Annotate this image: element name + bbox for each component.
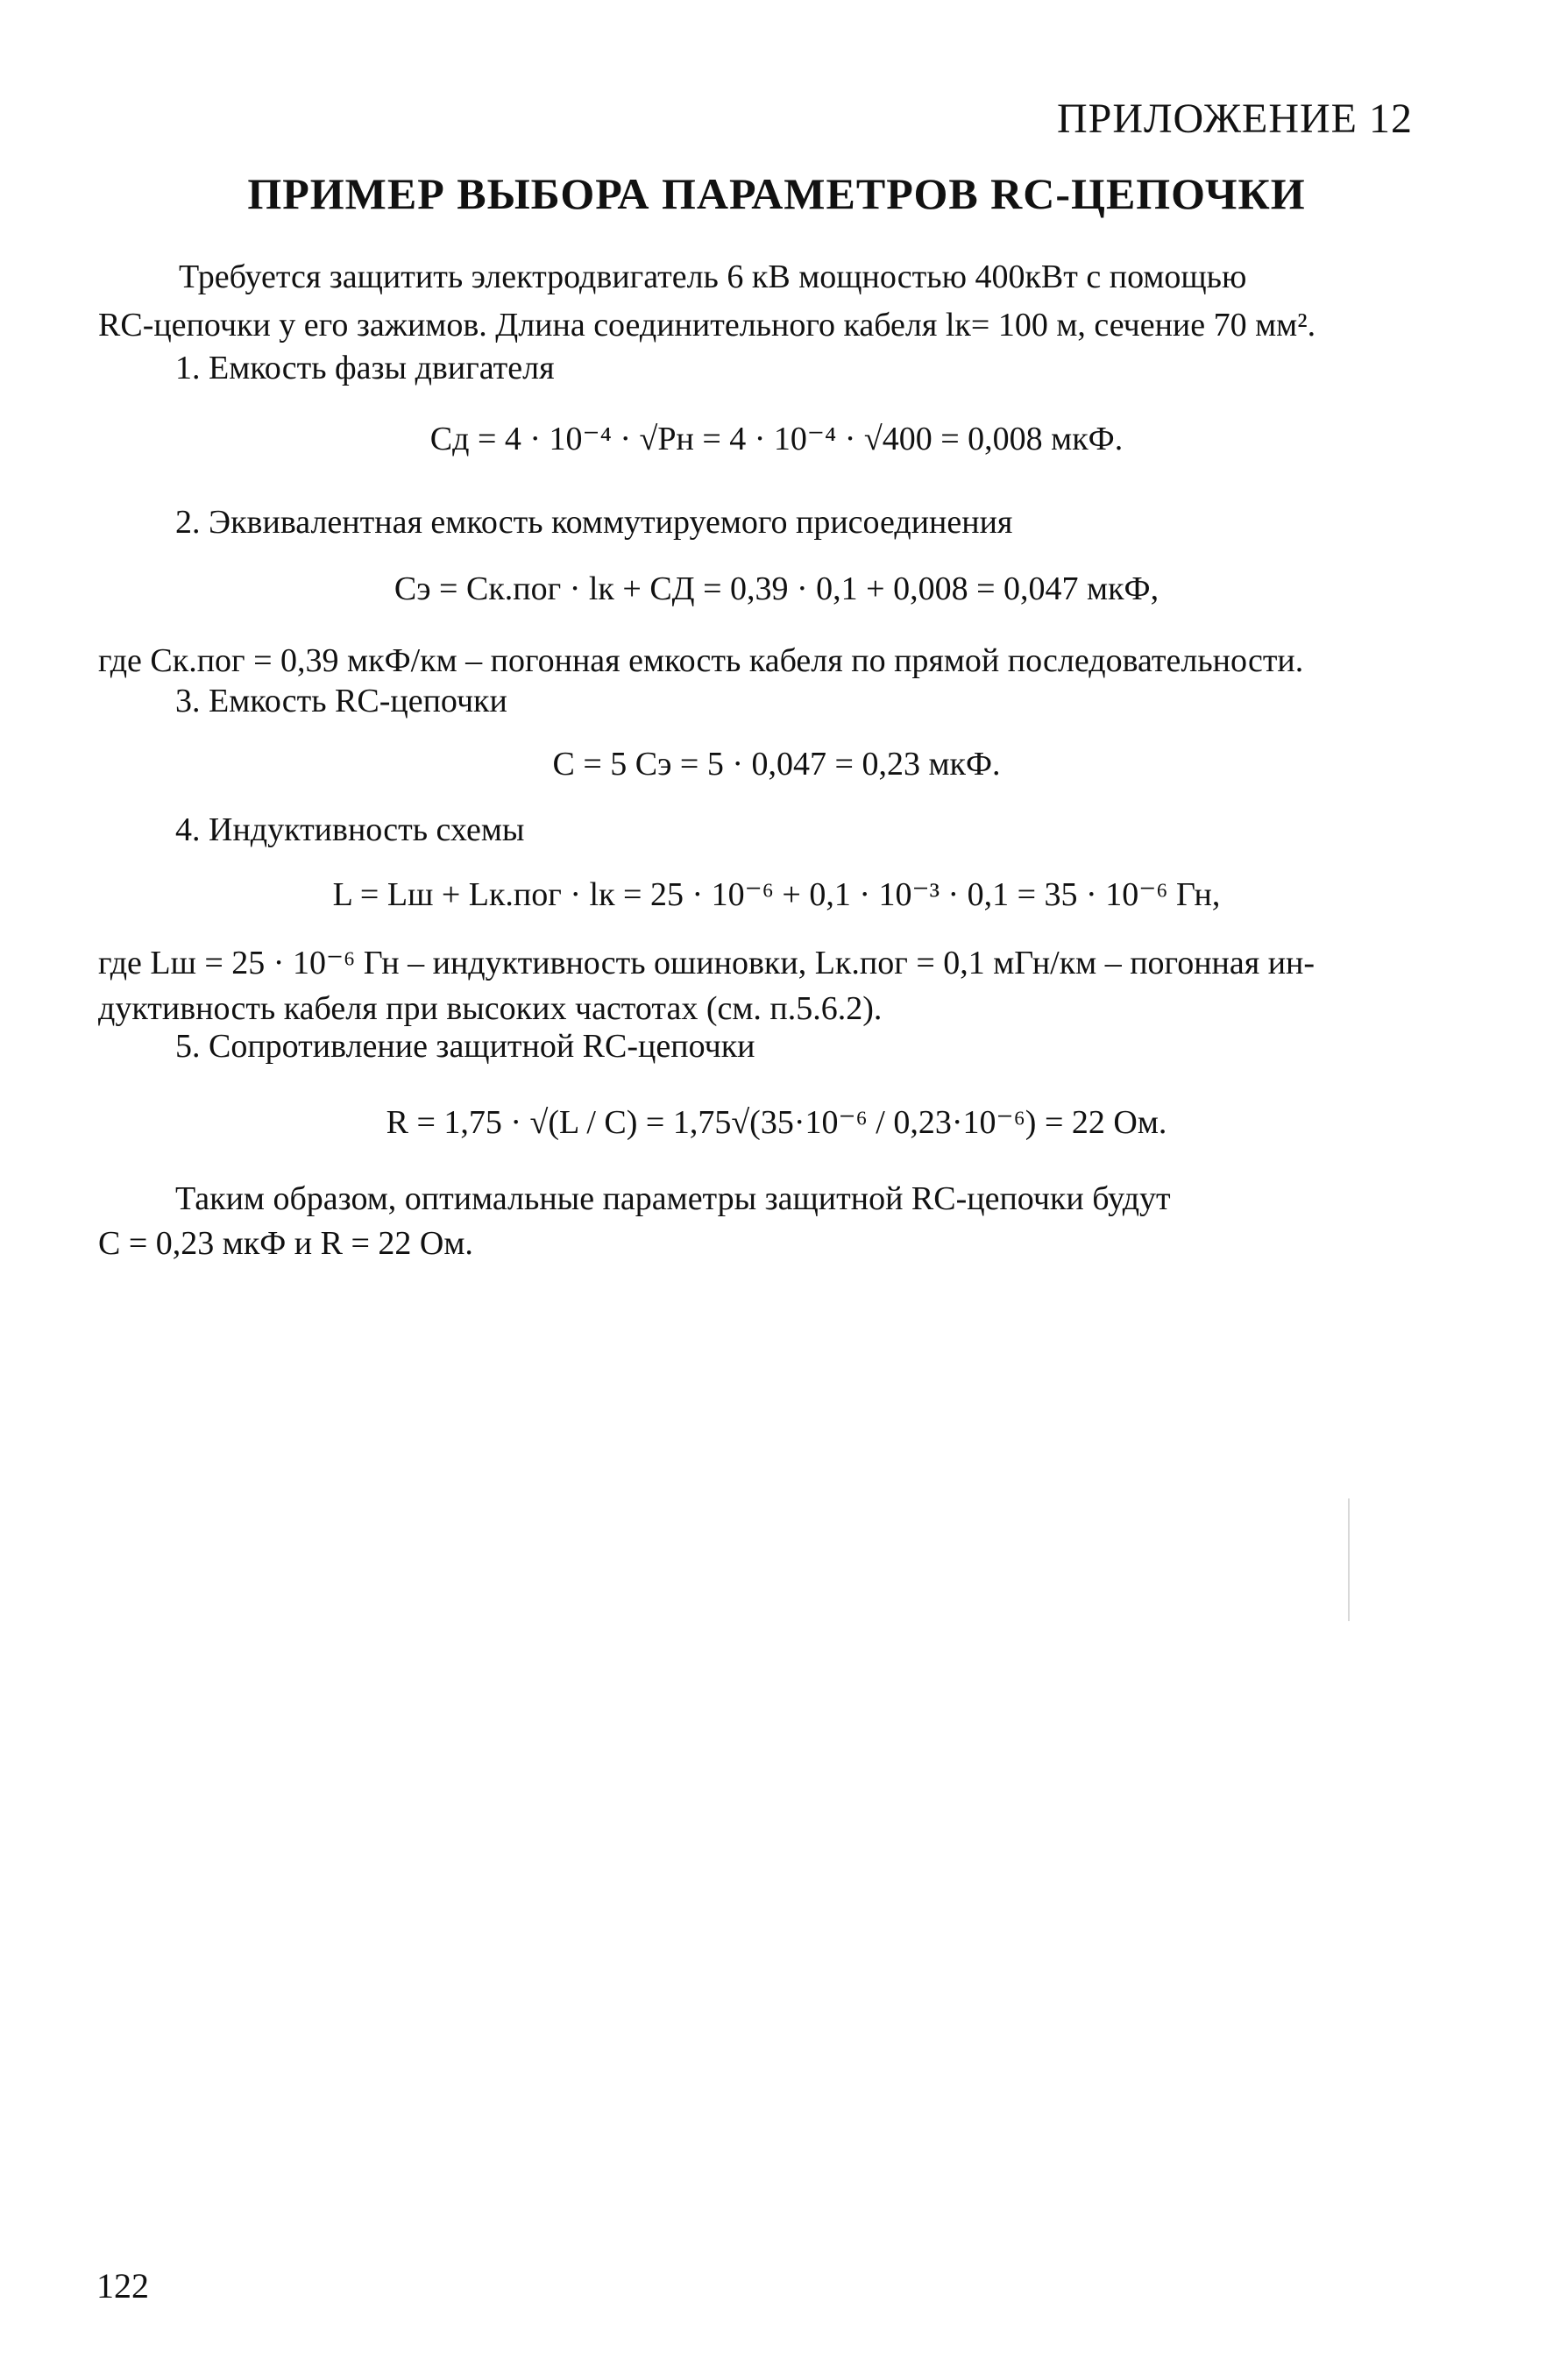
intro-line-1: Требуется защитить электродвигатель 6 кВ мощностью 400кВт с помощью bbox=[179, 259, 1247, 295]
intro-line-2: RC-цепочки у его зажимов. Длина соединительного кабеля lк= 100 м, сечение 70 мм². bbox=[98, 307, 1316, 344]
step-5-heading: 5. Сопротивление защитной RC-цепочки bbox=[175, 1028, 755, 1065]
page-title: ПРИМЕР ВЫБОРА ПАРАМЕТРОВ RC-ЦЕПОЧКИ bbox=[247, 169, 1306, 218]
appendix-label: ПРИЛОЖЕНИЕ 12 bbox=[1056, 96, 1413, 142]
step-4-formula: L = Lш + Lк.пог · lк = 25 · 10⁻⁶ + 0,1 · 10⁻³ · 0,1 = 35 · 10⁻⁶ Гн, bbox=[332, 876, 1221, 913]
scan-artifact-line bbox=[1348, 1498, 1350, 1621]
conclusion-line-2: C = 0,23 мкФ и R = 22 Ом. bbox=[98, 1225, 473, 1262]
step-4-note-line-1: где Lш = 25 · 10⁻⁶ Гн – индуктивность ошиновки, Lк.пог = 0,1 мГн/км – погонная ин- bbox=[98, 945, 1315, 981]
step-4-heading: 4. Индуктивность схемы bbox=[175, 811, 525, 848]
step-5-formula: R = 1,75 · √(L / C) = 1,75√(35·10⁻⁶ / 0,23·10⁻⁶) = 22 Ом. bbox=[386, 1104, 1167, 1141]
conclusion-line-1: Таким образом, оптимальные параметры защитной RC-цепочки будут bbox=[175, 1180, 1171, 1217]
step-4-note-line-2: дуктивность кабеля при высоких частотах (см. п.5.6.2). bbox=[98, 990, 883, 1027]
page-number: 122 bbox=[96, 2266, 149, 2306]
step-2-note: где Cк.пог = 0,39 мкФ/км – погонная емкость кабеля по прямой последовательности. bbox=[98, 642, 1304, 679]
step-3-formula: C = 5 Cэ = 5 · 0,047 = 0,23 мкФ. bbox=[552, 746, 1001, 783]
step-1-formula: Cд = 4 · 10⁻⁴ · √Pн = 4 · 10⁻⁴ · √400 = 0,008 мкФ. bbox=[429, 421, 1124, 457]
step-2-heading: 2. Эквивалентная емкость коммутируемого присоединения bbox=[175, 504, 1013, 541]
step-2-formula: Cэ = Cк.пог · lк + CД = 0,39 · 0,1 + 0,008 = 0,047 мкФ, bbox=[394, 570, 1159, 607]
step-3-heading: 3. Емкость RC-цепочки bbox=[175, 683, 507, 719]
step-1-heading: 1. Емкость фазы двигателя bbox=[175, 350, 555, 386]
